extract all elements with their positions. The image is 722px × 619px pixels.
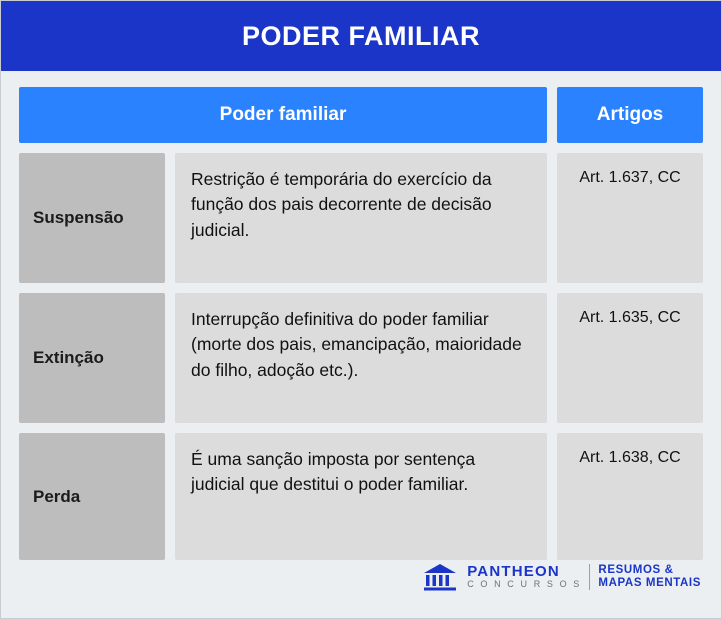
row-label-extincao: Extinção (19, 293, 165, 423)
brand-tagline-line1: RESUMOS & (598, 564, 674, 577)
page-title: PODER FAMILIAR (241, 20, 480, 51)
brand-tagline-line2: MAPAS MENTAIS (598, 577, 701, 589)
row-description-extincao: Interrupção definitiva do poder familiar (morte dos pais, emancipação, maioridade do filho, adoção etc.). (175, 293, 547, 423)
row-article-perda: Art. 1.638, CC (557, 433, 703, 560)
title-bar (1, 1, 721, 71)
row-article-extincao: Art. 1.635, CC (557, 293, 703, 423)
brand-divider (589, 564, 590, 590)
column-header-artigos: Artigos (557, 87, 703, 143)
table-row (19, 433, 703, 560)
table-row (19, 153, 703, 283)
brand-name: PANTHEON (467, 563, 560, 581)
brand-name-block (467, 564, 581, 589)
brand-subtitle: C O N C U R S O S (467, 579, 582, 590)
poder-familiar-table (19, 87, 703, 560)
row-label-perda: Perda (19, 433, 165, 560)
brand-lockup (467, 564, 701, 590)
row-description-perda: É uma sanção imposta por sentença judicial que destitui o poder familiar. (175, 433, 547, 560)
table-row (19, 293, 703, 423)
brand-footer (423, 562, 701, 592)
content-area (1, 71, 721, 560)
row-label-suspensao: Suspensão (19, 153, 165, 283)
bank-columns-icon (423, 562, 457, 592)
brand-tagline-block (598, 564, 701, 589)
row-description-suspensao: Restrição é temporária do exercício da função dos pais decorrente de decisão judicial. (175, 153, 547, 283)
row-article-suspensao: Art. 1.637, CC (557, 153, 703, 283)
table-header-row (19, 87, 703, 143)
column-header-poder-familiar: Poder familiar (19, 87, 547, 143)
